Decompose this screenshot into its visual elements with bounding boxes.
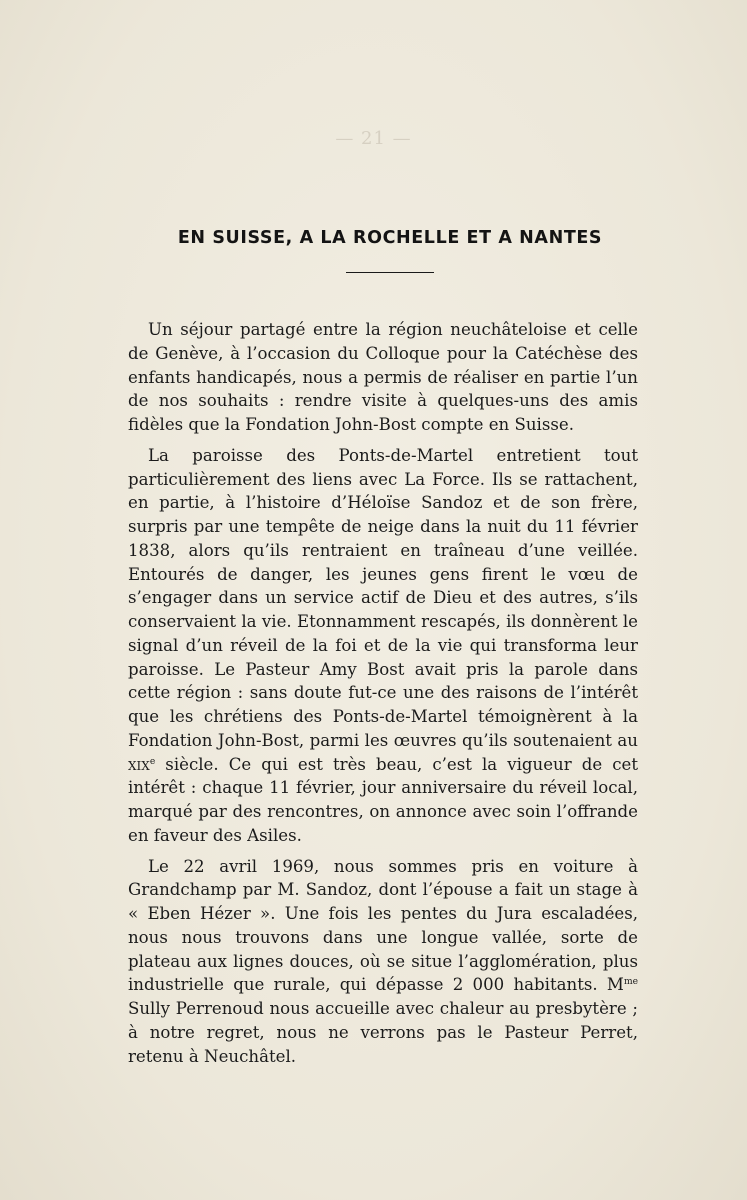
madame-superscript: me xyxy=(623,977,638,988)
chapter-title: EN SUISSE, A LA ROCHELLE ET A NANTES xyxy=(177,228,603,248)
paragraph-3-text-end: Sully Perrenoud nous accueille avec chaleur au presbytère ; à notre regret, nous ne verrons pas le Pasteur Perret, retenu à Neuchâtel. xyxy=(128,999,638,1066)
page-number: — 21 — xyxy=(335,128,412,149)
paragraph-3 xyxy=(128,855,638,1069)
paragraph-1 xyxy=(128,318,638,437)
title-rule xyxy=(346,272,434,273)
paragraph-2-text: La paroisse des Ponts-de-Martel entretient tout particulièrement des liens avec La Force. Ils se rattachent, en partie, à l’histoire d’Héloïse Sandoz et de son frère, surpris par une tempête de neige dans la nuit du 11 février 1838, alors qu’ils rentraient en traîneau d’une veillée. Entourés de danger, les jeunes gens firent le vœu de s’engager dans un service actif de Dieu et des autres, s’ils conservaient la vie. Etonnamment rescapés, ils donnèrent le signal d’un réveil de la foi et de la vie qui transforma leur paroisse. Le Pasteur Amy Bost avait pris la parole dans cette région : sans doute fut-ce une des raisons de l’intérêt que les chrétiens des Ponts-de-Martel témoignèrent à la Fondation John-Bost, parmi les œuvres qu’ils soutenaient au xyxy=(128,445,638,750)
century-numeral: xix xyxy=(128,754,150,774)
body-text xyxy=(128,318,638,1068)
century-superscript: e xyxy=(149,756,156,767)
paragraph-2 xyxy=(128,444,638,848)
paragraph-1-text: Un séjour partagé entre la région neuchâteloise et celle de Genève, à l’occasion du Colloque pour la Catéchèse des enfants handicapés, nous a permis de réaliser en partie l’un de nos souhaits : rendre visite à quelques-uns des amis fidèles que la Fondation John-Bost compte en Suisse. xyxy=(128,320,638,434)
paragraph-3-text: Le 22 avril 1969, nous sommes pris en voiture à Grandchamp par M. Sandoz, dont l’épouse a fait un stage à « Eben Hézer ». Une fois les pentes du Jura escaladées, nous nous trouvons dans une longue vallée, sorte de plateau aux lignes douces, où se situe l’agglomération, plus industrielle que rurale, qui dépasse 2 000 habitants. M xyxy=(128,856,638,995)
paragraph-2-text-end: siècle. Ce qui est très beau, c’est la vigueur de cet intérêt : chaque 11 février, jour anniversaire du réveil local, marqué par des rencontres, on annonce avec soin l’offrande en faveur des Asiles. xyxy=(128,754,638,845)
